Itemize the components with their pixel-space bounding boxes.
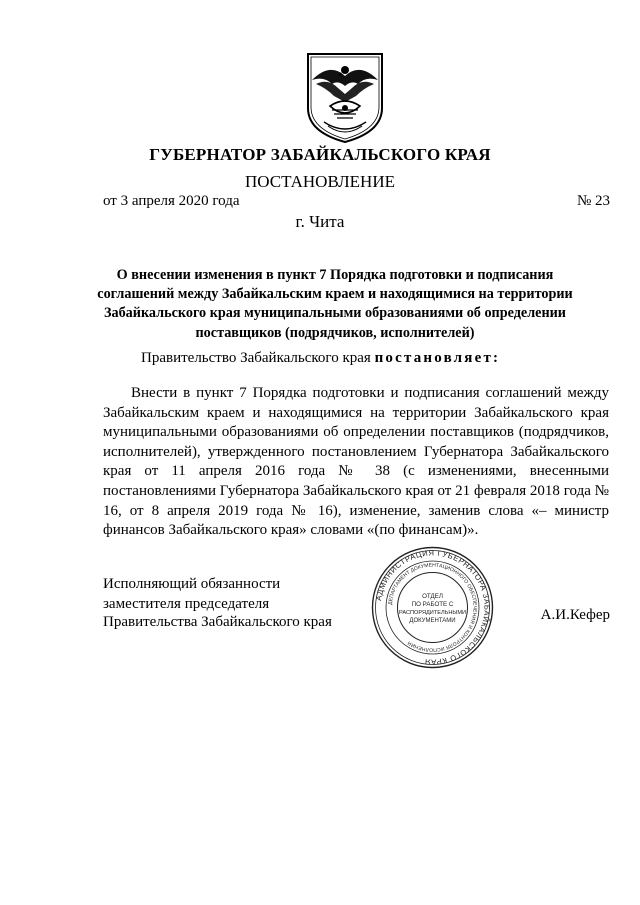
document-number: № 23 [576, 193, 610, 209]
document-date: от 3 апреля 2020 года [103, 193, 240, 209]
signer-position-line: Исполняющий обязанности [103, 576, 281, 592]
title-line: соглашений между Забайкальским краем и находящимися на территории [97, 286, 573, 303]
signer-position-line: Правительства Забайкальского края [103, 614, 332, 630]
signer-position-line: заместителя председателя [103, 596, 270, 612]
stamp-outer-text: АДМИНИСТРАЦИЯ ГУБЕРНАТОРА ЗАБАЙКАЛЬСКОГО КРАЯ [373, 548, 492, 667]
document-type: ПОСТАНОВЛЕНИЕ [244, 172, 395, 191]
authority-heading: ГУБЕРНАТОР ЗАБАЙКАЛЬСКОГО КРАЯ [149, 145, 491, 164]
stamp-center-line: ПО РАБОТЕ С [411, 601, 454, 608]
title-line: Забайкальского края муниципальными образованиями об определении [104, 305, 566, 322]
body-paragraph: Внести в пункт 7 Порядка подготовки и подписания соглашений между Забайкальским краем и находящимися на территории Забайкальского края муниципальными образованиями об определении поставщиков (подрядчиков, исполнителей), утвержденного постановлением Губернатора Забайкальского края от 11 апреля 2016 года № 38 (с изменениями, внесенными постановлениями Губернатора Забайкальского края от 21 февраля 2018 года № 16, от 8 апреля 2019 года № 16), изменение, заменив слова «– министр финансов Забайкальского края» словами «(по финансам)». [103, 385, 609, 539]
title-line: О внесении изменения в пункт 7 Порядка подготовки и подписания [116, 267, 554, 283]
preamble-action: постановляет: [374, 350, 501, 366]
official-stamp [370, 545, 495, 670]
stamp-center-line: РАСПОРЯДИТЕЛЬНЫМИ [399, 610, 466, 616]
stamp-center-line: ДОКУМЕНТАМИ [409, 618, 456, 624]
signer-name: А.И.Кефер [540, 607, 610, 623]
document-city: г. Чита [295, 212, 345, 231]
coat-of-arms-emblem [300, 50, 390, 145]
stamp-center-line: ОТДЕЛ [422, 593, 443, 600]
document-title [85, 266, 585, 343]
title-line: поставщиков (подрядчиков, исполнителей) [195, 324, 475, 341]
stamp-inner-text: ДЕПАРТАМЕНТ ДОКУМЕНТАЦИОННОГО ОБЕСПЕЧЕНИЯ И КОНТРОЛЯ ИСПОЛНЕНИЯ [387, 562, 478, 653]
preamble [141, 350, 500, 367]
preamble-text: Правительство Забайкальского края [141, 350, 371, 366]
